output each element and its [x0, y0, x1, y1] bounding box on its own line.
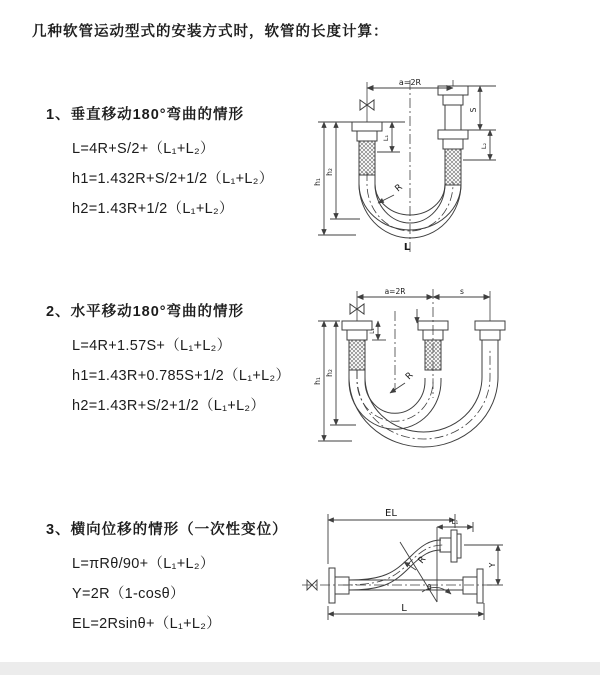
- formula-line: L=πRθ/90+（L₁+L₂）: [72, 556, 215, 572]
- formula-line: EL=2Rsinθ+（L₁+L₂）: [72, 616, 222, 632]
- right-braid-section: [445, 149, 461, 185]
- upper-right-flange: [440, 530, 461, 562]
- dim-label-el: EL: [385, 508, 397, 519]
- formula-line: Y=2R（1-cosθ）: [72, 586, 185, 602]
- section-2-heading: 2、水平移动180°弯曲的情形: [46, 304, 245, 320]
- dim-label-y: Y: [488, 562, 497, 568]
- length-label: L: [403, 242, 411, 253]
- left-fitting: [342, 321, 372, 340]
- right-lower-flange: [463, 569, 483, 603]
- formula-line: L=4R+S/2+（L₁+L₂）: [72, 141, 215, 157]
- diagram-lateral-displacement: [298, 498, 600, 653]
- right-fitting: [475, 321, 505, 340]
- formula-line: h1=1.432R+S/2+1/2（L₁+L₂）: [72, 171, 274, 187]
- section-1-heading: 1、垂直移动180°弯曲的情形: [46, 107, 245, 123]
- middle-braid-section: [425, 340, 441, 370]
- dim-label-a2r: a=2R: [384, 287, 406, 296]
- formula-line: h1=1.43R+0.785S+1/2（L₁+L₂）: [72, 368, 291, 384]
- hose-u-position-2: [349, 349, 498, 447]
- left-braid-section: [349, 340, 365, 370]
- dim-label-l2: L₂: [480, 142, 488, 150]
- right-upper-fitting: [438, 86, 468, 105]
- angle-label: θ: [427, 583, 432, 592]
- diagram-vertical-180-bend: [310, 72, 540, 257]
- right-pipe: [445, 105, 461, 130]
- dim-label-h2: h₂: [325, 168, 334, 176]
- dim-label-l1: L₁: [382, 134, 390, 142]
- diagram-horizontal-180-bend: [310, 283, 565, 458]
- radius-label: R: [416, 554, 429, 566]
- dim-label-l: L: [401, 603, 407, 614]
- section-vertical-movement: [46, 103, 274, 224]
- section-lateral-displacement: [46, 518, 288, 639]
- section-horizontal-movement: [46, 300, 290, 421]
- dim-label-s: S: [469, 107, 478, 113]
- dim-label-a2r: a=2R: [398, 78, 422, 87]
- dim-label-s: s: [460, 287, 464, 296]
- right-lower-fitting: [438, 130, 468, 149]
- middle-fitting: [418, 321, 448, 340]
- page-title: 几种软管运动型式的安装方式时，软管的长度计算：: [32, 24, 389, 40]
- radius-leader: [378, 195, 394, 203]
- formula-line: h2=1.43R+S/2+1/2（L₁+L₂）: [72, 398, 266, 414]
- radius-label: R: [393, 182, 405, 195]
- left-braid-section: [359, 141, 375, 175]
- formula-line: h2=1.43R+1/2（L₁+L₂）: [72, 201, 234, 217]
- right-leg-tube: [482, 340, 498, 349]
- left-fitting: [352, 122, 382, 141]
- page-bottom-strip: [0, 662, 600, 675]
- dim-label-h1: h₁: [313, 178, 322, 186]
- section-3-heading: 3、横向位移的情形（一次性变位）: [46, 522, 288, 538]
- dim-label-l1: L₁: [451, 518, 459, 526]
- formula-line: L=4R+1.57S+（L₁+L₂）: [72, 338, 232, 354]
- left-flange: [329, 568, 349, 603]
- dim-label-h1: h₁: [313, 377, 322, 385]
- dim-label-h2: h₂: [325, 369, 334, 377]
- radius-label: R: [404, 370, 416, 383]
- dim-label-l1: L₁: [369, 328, 376, 334]
- radius-leader: [390, 383, 405, 393]
